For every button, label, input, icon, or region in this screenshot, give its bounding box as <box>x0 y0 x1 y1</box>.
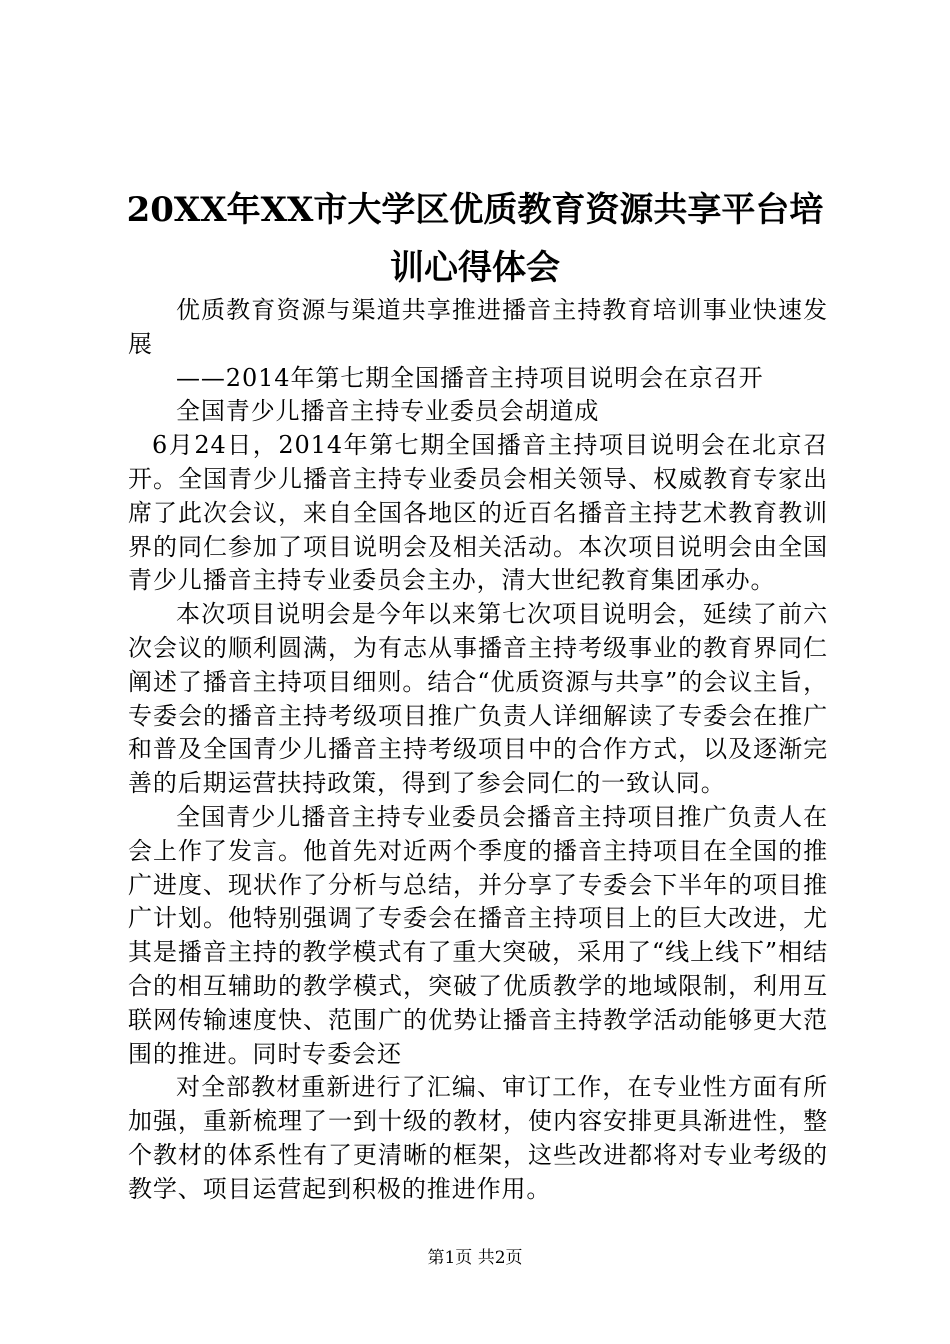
page-number-footer: 第1页 共2页 <box>427 1248 523 1268</box>
document-body <box>128 294 828 1207</box>
body-paragraph: 全国青少儿播音主持专业委员会播音主持项目推广负责人在会上作了发言。他首先对近两个季度的播音主持项目在全国的推广进度、现状作了分析与总结，并分享了专委会下半年的项目推广计划。他特别强调了专委会在播音主持项目上的巨大改进，尤其是播音主持的教学模式有了重大突破，采用了“线上线下”相结合的相互辅助的教学模式，突破了优质教学的地域限制，利用互联网传输速度快、范围广的优势让播音主持教学活动能够更大范围的推进。同时专委会还 <box>128 802 828 1068</box>
body-paragraph: 6月24日，2014年第七期全国播音主持项目说明会在北京召开。全国青少儿播音主持专业委员会相关领导、权威教育专家出席了此次会议，来自全国各地区的近百名播音主持艺术教育教训界的同仁参加了项目说明会及相关活动。本次项目说明会由全国青少儿播音主持专业委员会主办，清大世纪教育集团承办。 <box>128 431 828 595</box>
subtitle-paragraph: 优质教育资源与渠道共享推进播音主持教育培训事业快速发展 <box>128 296 828 358</box>
body-paragraph: 对全部教材重新进行了汇编、审订工作，在专业性方面有所加强，重新梳理了一到十级的教材，使内容安排更具渐进性，整个教材的体系性有了更清晰的框架，这些改进都将对专业考级的教学、项目运营起到积极的推进作用。 <box>128 1073 828 1203</box>
author-line: 全国青少儿播音主持专业委员会胡道成 <box>176 397 600 426</box>
body-paragraph: 本次项目说明会是今年以来第七次项目说明会，延续了前六次会议的顺利圆满，为有志从事播音主持考级事业的教育界同仁阐述了播音主持项目细则。结合“优质资源与共享”的会议主旨，专委会的播音主持考级项目推广负责人详细解读了专委会在推广和普及全国青少儿播音主持考级项目中的合作方式，以及逐渐完善的后期运营扶持政策，得到了参会同仁的一致认同。 <box>128 600 828 798</box>
subtitle-dash-line: ——2014年第七期全国播音主持项目说明会在京召开 <box>176 363 764 392</box>
document-title-line-2: 训心得体会 <box>390 248 560 288</box>
document-title-line-1: 20XX年XX市大学区优质教育资源共享平台培 <box>126 190 824 230</box>
